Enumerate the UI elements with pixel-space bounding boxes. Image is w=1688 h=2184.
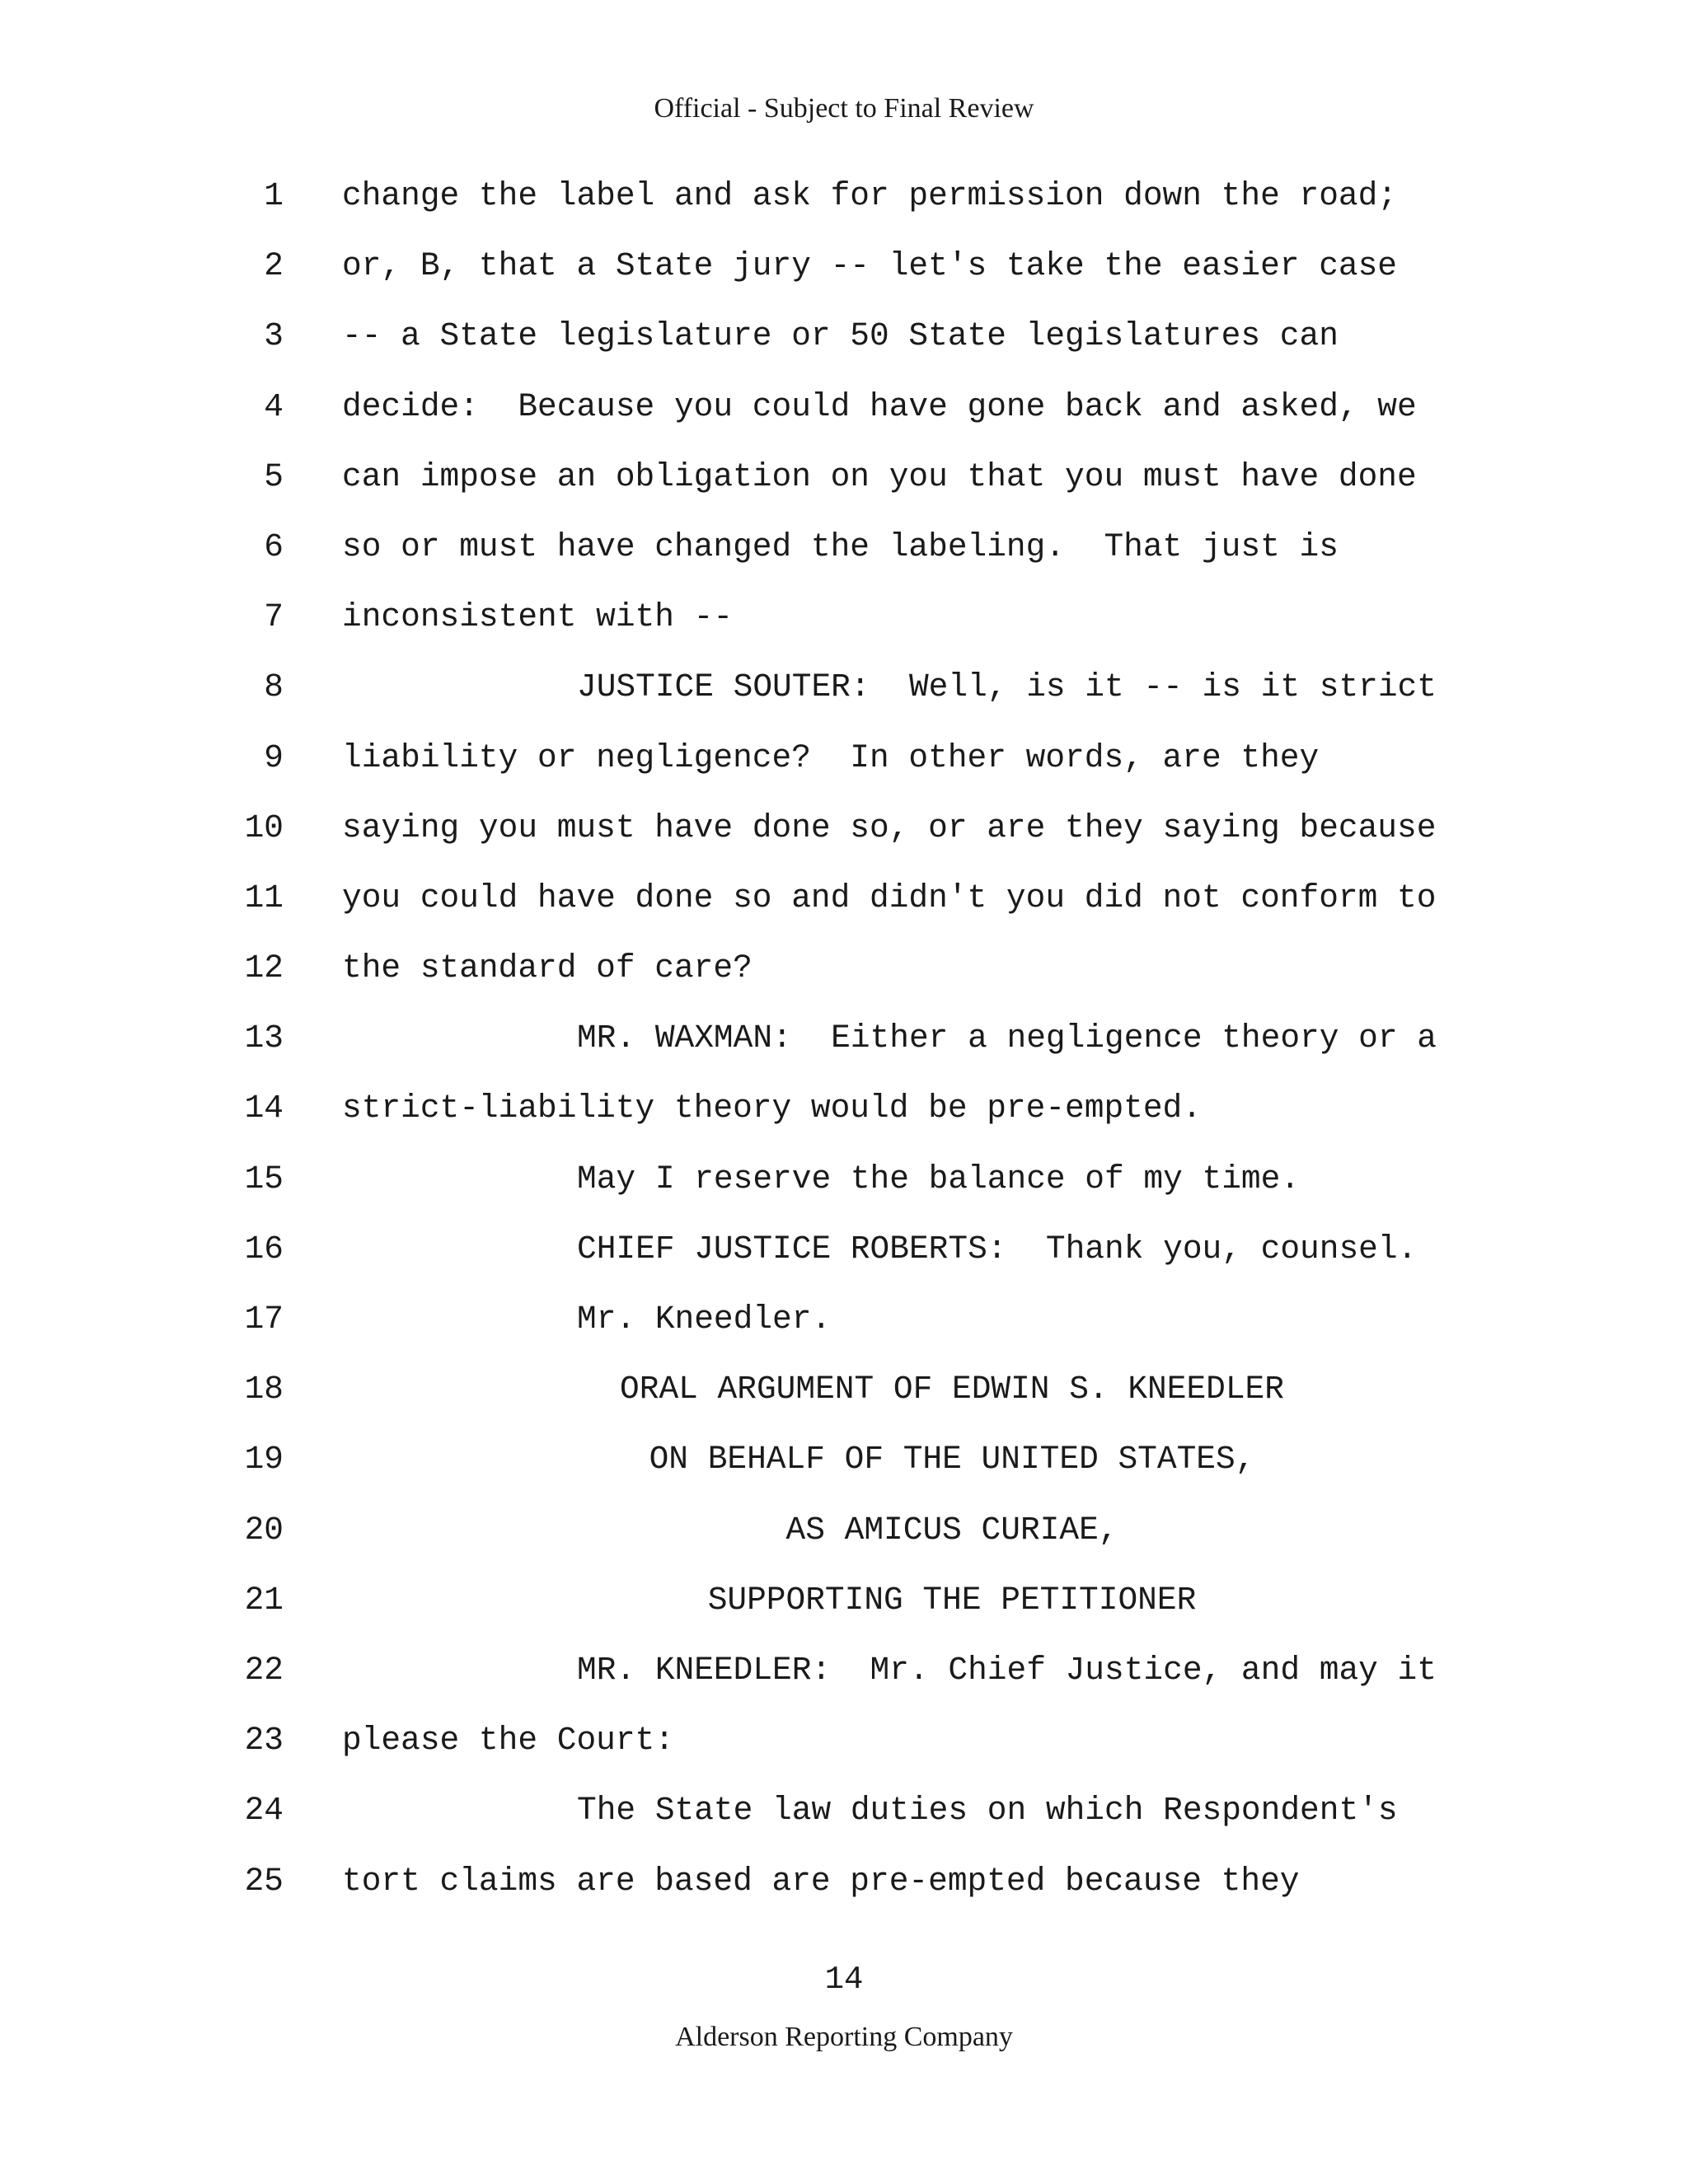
- line-number: 10: [244, 808, 284, 846]
- page-header: Official - Subject to Final Review: [654, 93, 1034, 124]
- transcript-line: [0, 945, 1688, 1015]
- line-text: so or must have changed the labeling. That just is: [342, 527, 1339, 565]
- line-text: tort claims are based are pre-empted because they: [342, 1862, 1300, 1900]
- line-number: 5: [264, 457, 284, 495]
- transcript-line: [0, 1788, 1688, 1858]
- transcript-line: [0, 243, 1688, 313]
- line-text: change the label and ask for permission down the road;: [342, 177, 1398, 214]
- page-number: 14: [824, 1961, 864, 1998]
- line-text: you could have done so and didn't you did not conform to: [342, 879, 1437, 916]
- transcript-line: [0, 384, 1688, 454]
- line-number: 3: [264, 317, 284, 355]
- line-number: 24: [244, 1792, 284, 1830]
- transcript-line: [0, 1507, 1688, 1577]
- line-text: the standard of care?: [342, 949, 753, 987]
- line-number: 6: [264, 527, 284, 565]
- line-number: 7: [264, 598, 284, 636]
- line-number: 12: [244, 949, 284, 987]
- line-text: decide: Because you could have gone back and asked, we: [342, 387, 1417, 425]
- line-text: MR. KNEEDLER: Mr. Chief Justice, and may it: [577, 1651, 1437, 1689]
- transcript-line: [0, 664, 1688, 734]
- line-number: 17: [244, 1301, 284, 1338]
- transcript-line: [0, 1366, 1688, 1436]
- line-number: 21: [244, 1581, 284, 1619]
- transcript-line: [0, 313, 1688, 383]
- line-text: CHIEF JUSTICE ROBERTS: Thank you, counsel.: [577, 1230, 1418, 1268]
- transcript-line: [0, 805, 1688, 875]
- line-text: can impose an obligation on you that you must have done: [342, 457, 1417, 495]
- line-number: 18: [244, 1371, 284, 1408]
- transcript-lines: [0, 173, 1688, 1929]
- line-text: The State law duties on which Respondent's: [577, 1792, 1398, 1830]
- transcript-line: [0, 1015, 1688, 1085]
- line-number: 20: [244, 1511, 284, 1549]
- transcript-line: [0, 735, 1688, 805]
- transcript-line: [0, 454, 1688, 524]
- line-text: May I reserve the balance of my time.: [577, 1160, 1301, 1197]
- transcript-line: [0, 594, 1688, 664]
- transcript-line: [0, 1156, 1688, 1226]
- line-text: saying you must have done so, or are they saying because: [342, 808, 1437, 846]
- line-text: Mr. Kneedler.: [577, 1301, 832, 1338]
- line-text: SUPPORTING THE PETITIONER: [707, 1581, 1197, 1619]
- line-text: inconsistent with --: [342, 598, 734, 636]
- line-number: 1: [264, 177, 284, 214]
- line-number: 11: [244, 879, 284, 916]
- line-text: strict-liability theory would be pre-empted.: [342, 1090, 1202, 1127]
- line-text: ON BEHALF OF THE UNITED STATES,: [649, 1441, 1255, 1479]
- line-number: 13: [244, 1019, 284, 1057]
- transcript-line: [0, 1296, 1688, 1366]
- line-number: 16: [244, 1230, 284, 1268]
- transcript-line: [0, 875, 1688, 945]
- transcript-line: [0, 1718, 1688, 1788]
- line-number: 8: [264, 668, 284, 706]
- line-text: liability or negligence? In other words, are they: [342, 738, 1320, 776]
- line-text: MR. WAXMAN: Either a negligence theory or a: [577, 1019, 1437, 1057]
- page-footer: Alderson Reporting Company: [675, 2022, 1013, 2052]
- transcript-line: [0, 173, 1688, 243]
- line-number: 22: [244, 1651, 284, 1689]
- line-text: AS AMICUS CURIAE,: [785, 1511, 1118, 1549]
- line-text: please the Court:: [342, 1722, 674, 1760]
- line-text: ORAL ARGUMENT OF EDWIN S. KNEEDLER: [620, 1371, 1284, 1408]
- line-number: 23: [244, 1722, 284, 1760]
- transcript-line: [0, 524, 1688, 594]
- transcript-line: [0, 1858, 1688, 1929]
- line-number: 15: [244, 1160, 284, 1197]
- transcript-line: [0, 1436, 1688, 1507]
- line-number: 14: [244, 1090, 284, 1127]
- line-text: or, B, that a State jury -- let's take the easier case: [342, 247, 1398, 285]
- line-text: JUSTICE SOUTER: Well, is it -- is it strict: [577, 668, 1437, 706]
- transcript-line: [0, 1226, 1688, 1296]
- line-number: 19: [244, 1441, 284, 1479]
- line-number: 4: [264, 387, 284, 425]
- line-number: 2: [264, 247, 284, 285]
- line-number: 9: [264, 738, 284, 776]
- line-number: 25: [244, 1862, 284, 1900]
- transcript-line: [0, 1085, 1688, 1155]
- transcript-line: [0, 1647, 1688, 1718]
- transcript-line: [0, 1577, 1688, 1647]
- line-text: -- a State legislature or 50 State legislatures can: [342, 317, 1339, 355]
